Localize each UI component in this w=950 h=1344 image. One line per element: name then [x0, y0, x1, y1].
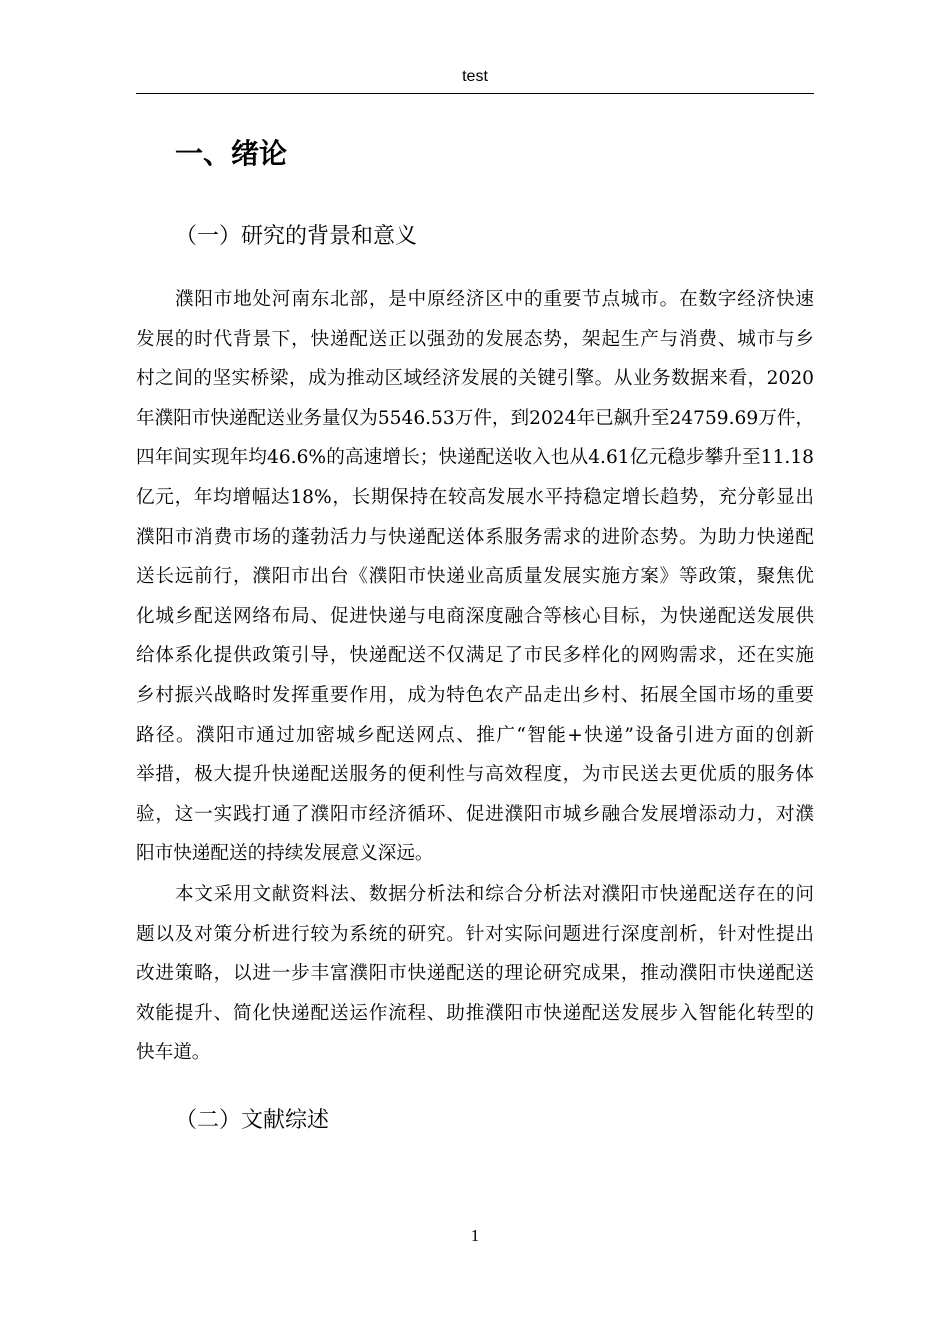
paragraph-line: 效能提升、简化快递配送运作流程、助推濮阳市快递配送发展步入智能化转型的 [136, 1002, 814, 1024]
section-heading-literature-review: （二）文献综述 [175, 1108, 330, 1133]
chapter-heading: 一、绪论 [175, 137, 288, 170]
paragraph-line: 送长远前行，濮阳市出台《濮阳市快递业高质量发展实施方案》等政策，聚焦优 [136, 566, 814, 588]
header-divider [136, 93, 814, 94]
section-heading-background: （一）研究的背景和意义 [175, 224, 418, 249]
paragraph-line: 阳市快递配送的持续发展意义深远。 [136, 843, 434, 865]
paragraph-line: 本文采用文献资料法、数据分析法和综合分析法对濮阳市快递配送存在的问 [175, 884, 814, 905]
paragraph-line: 路径。濮阳市通过加密城乡配送网点、推广“智能+快递”设备引进方面的创新 [136, 724, 814, 746]
paragraph-line: 乡村振兴战略时发挥重要作用，成为特色农产品走出乡村、拓展全国市场的重要 [136, 684, 814, 706]
paragraph-line: 举措，极大提升快递配送服务的便利性与高效程度，为市民送去更优质的服务体 [136, 764, 814, 786]
paragraph-line: 快车道。 [136, 1042, 211, 1064]
paragraph-line: 验，这一实践打通了濮阳市经济循环、促进濮阳市城乡融合发展增添动力，对濮 [136, 803, 814, 825]
page-header: test [462, 68, 488, 85]
paragraph-line: 给体系化提供政策引导，快递配送不仅满足了市民多样化的网购需求，还在实施 [136, 645, 814, 667]
paragraph-line: 化城乡配送网络布局、促进快递与电商深度融合等核心目标，为快递配送发展供 [136, 605, 814, 627]
paragraph-line: 村之间的坚实桥梁，成为推动区域经济发展的关键引擎。从业务数据来看，2020 [136, 368, 814, 390]
paragraph-line: 濮阳市消费市场的蓬勃活力与快递配送体系服务需求的进阶态势。为助力快递配 [136, 526, 814, 548]
paragraph-line: 题以及对策分析进行较为系统的研究。针对实际问题进行深度剖析，针对性提出 [136, 923, 814, 945]
paragraph-line: 发展的时代背景下，快递配送正以强劲的发展态势，架起生产与消费、城市与乡 [136, 328, 814, 350]
paragraph-methods [136, 875, 814, 1073]
page-number: 1 [470, 1226, 480, 1245]
paragraph-line: 改进策略，以进一步丰富濮阳市快递配送的理论研究成果，推动濮阳市快递配送 [136, 963, 814, 985]
paragraph-line: 濮阳市地处河南东北部，是中原经济区中的重要节点城市。在数字经济快速 [175, 289, 814, 310]
paragraph-background [136, 280, 814, 874]
paragraph-line: 年濮阳市快递配送业务量仅为5546.53万件，到2024年已飙升至24759.69万件， [136, 407, 814, 429]
paragraph-line: 亿元，年均增幅达18%，长期保持在较高发展水平持稳定增长趋势，充分彰显出 [136, 486, 814, 508]
paragraph-line: 四年间实现年均46.6%的高速增长；快递配送收入也从4.61亿元稳步攀升至11.18 [136, 447, 814, 469]
